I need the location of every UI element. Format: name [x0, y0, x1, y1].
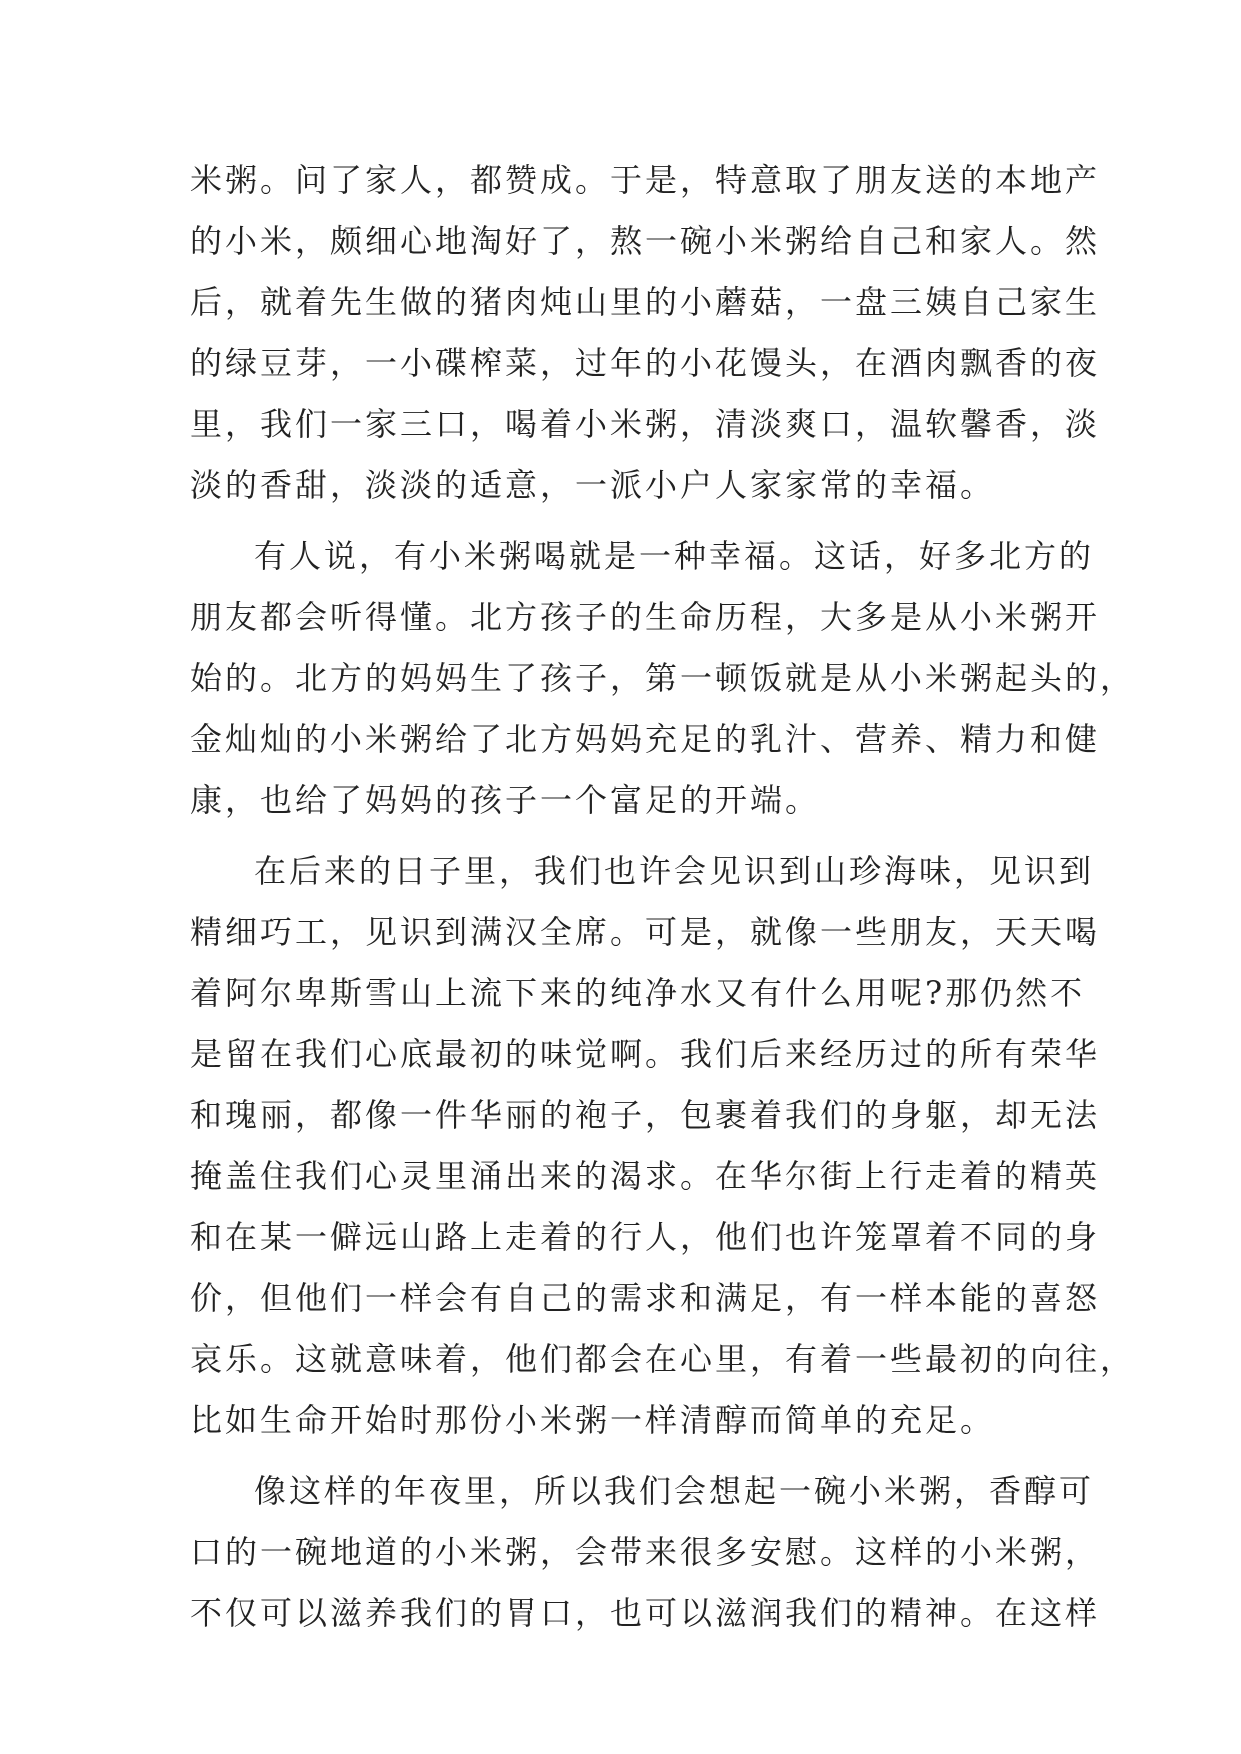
text-line: 和在某一僻远山路上走着的行人，他们也许笼罩着不同的身	[190, 1218, 1101, 1256]
paragraph-1	[190, 150, 1101, 516]
document-body	[190, 150, 1136, 1654]
paragraph-4	[190, 1461, 1101, 1644]
paragraph-2	[190, 526, 1136, 831]
text-line: 像这样的年夜里，所以我们会想起一碗小米粥，香醇可	[254, 1472, 1095, 1510]
text-line: 淡的香甜，淡淡的适意，一派小户人家家常的幸福。	[190, 466, 996, 504]
text-line: 有人说，有小米粥喝就是一种幸福。这话，好多北方的	[254, 537, 1095, 575]
text-line: 米粥。问了家人，都赞成。于是，特意取了朋友送的本地产	[190, 161, 1101, 199]
text-line: 里，我们一家三口，喝着小米粥，清淡爽口，温软馨香，淡	[190, 405, 1101, 443]
text-line: 在后来的日子里，我们也许会见识到山珍海味，见识到	[254, 852, 1095, 890]
text-line: 口的一碗地道的小米粥，会带来很多安慰。这样的小米粥，	[190, 1533, 1101, 1571]
text-line: 不仅可以滋养我们的胃口，也可以滋润我们的精神。在这样	[190, 1594, 1101, 1632]
text-line: 的小米，颇细心地淘好了，熬一碗小米粥给自己和家人。然	[190, 222, 1101, 260]
text-line: 比如生命开始时那份小米粥一样清醇而简单的充足。	[190, 1401, 996, 1439]
text-line: 康，也给了妈妈的孩子一个富足的开端。	[190, 781, 821, 819]
text-line: 金灿灿的小米粥给了北方妈妈充足的乳汁、营养、精力和健	[190, 720, 1101, 758]
text-line: 的绿豆芽，一小碟榨菜，过年的小花馒头，在酒肉飘香的夜	[190, 344, 1101, 382]
text-line: 着阿尔卑斯雪山上流下来的纯净水又有什么用呢?那仍然不	[190, 974, 1086, 1012]
text-line: 和瑰丽，都像一件华丽的袍子，包裹着我们的身躯，却无法	[190, 1096, 1101, 1134]
text-line: 后，就着先生做的猪肉炖山里的小蘑菇，一盘三姨自己家生	[190, 283, 1101, 321]
paragraph-3	[190, 841, 1136, 1451]
text-line: 哀乐。这就意味着，他们都会在心里，有着一些最初的向往，	[190, 1340, 1136, 1378]
text-line: 精细巧工，见识到满汉全席。可是，就像一些朋友，天天喝	[190, 913, 1101, 951]
text-line: 是留在我们心底最初的味觉啊。我们后来经历过的所有荣华	[190, 1035, 1101, 1073]
text-line: 朋友都会听得懂。北方孩子的生命历程，大多是从小米粥开	[190, 598, 1101, 636]
text-line: 掩盖住我们心灵里涌出来的渴求。在华尔街上行走着的精英	[190, 1157, 1101, 1195]
text-line: 价，但他们一样会有自己的需求和满足，有一样本能的喜怒	[190, 1279, 1101, 1317]
text-line: 始的。北方的妈妈生了孩子，第一顿饭就是从小米粥起头的，	[190, 659, 1136, 697]
